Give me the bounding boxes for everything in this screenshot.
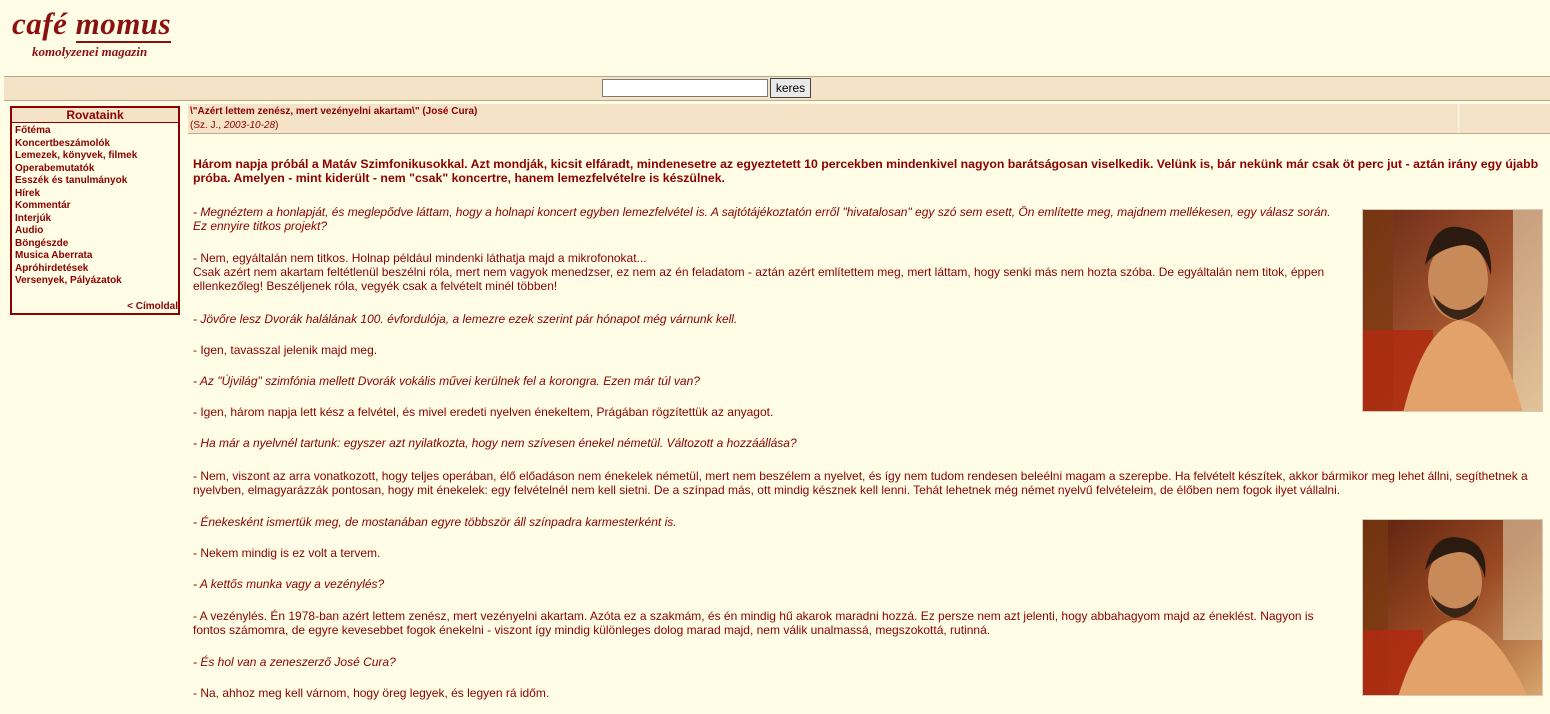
logo-title [12, 8, 171, 40]
paragraph-answer: - Igen, három napja lett kész a felvétel, és mivel eredeti nyelven énekeltem, Prágában rögzítettük az anyagot. [193, 405, 774, 419]
portrait-image [1363, 520, 1543, 696]
article-lead: Három napja próbál a Matáv Szimfonikusokkal. Azt mondják, kicsit elfáradt, mindenesetre az egyeztetett 10 percekben mindenkivel nagyon barátságosan viselkedik. Velünk is, bár nekünk már csak öt perc jut - aztán irány egy újabb próba. Amelyen - mint kiderült - nem "csak" koncertre, hanem lemezfelvételre is készülnek. [193, 157, 1539, 185]
sidebar-title: Rovataink [12, 108, 178, 123]
paragraph-question: - Ha már a nyelvnél tartunk: egyszer azt nyilatkozta, hogy nem szívesen énekel németül. Változott a hozzáállása? [193, 436, 797, 450]
byline-author: (Sz. J., [190, 120, 224, 131]
interview-photo-1 [1362, 209, 1543, 412]
sidebar-rovataink [10, 106, 180, 315]
paragraph-answer: - Nekem mindig is ez volt a tervem. [193, 546, 381, 560]
paragraph-answer: - A vezénylés. Én 1978-ban azért lettem zenész, mert vezényelni akartam. Azóta ez a szakmám, és én mindig hű akarok maradni hozzá. Ez persze nem azt jelenti, hogy abbahagyom majd az éneklést. Nagyon is fontos számomra, de egyre kevesebbet fogok énekelni - viszont így mindig különleges dolog marad majd, nem válik unalmassá, megszokottá, rutinná. [193, 609, 1314, 637]
sidebar-list [12, 123, 178, 288]
search-button[interactable]: keres [770, 78, 811, 98]
sidebar-item-bongeszde[interactable]: Böngészde [15, 237, 69, 249]
search-bar [4, 76, 1550, 101]
home-link[interactable]: < Címoldal [127, 301, 178, 312]
search-input[interactable] [602, 79, 768, 97]
byline-end: ) [275, 120, 279, 131]
logo-subtitle: komolyzenei magazin [32, 44, 148, 59]
byline-date: 2003-10-28 [223, 120, 276, 131]
logo-word-cafe: café [12, 6, 68, 41]
sidebar-item-fotema[interactable]: Főtéma [15, 125, 51, 136]
paragraph-question: - Az "Újvilág" szimfónia mellett Dvorák vokális művei kerülnek fel a korongra. Ezen már túl van? [193, 374, 700, 388]
sidebar-item-esszek[interactable]: Esszék és tanulmányok [15, 175, 128, 186]
paragraph-answer: - Nem, egyáltalán nem titkos. Holnap például mindenki láthatja majd a mikrofonokat... Csak azért nem akartam feltétlenül beszélni róla, mert nem vagyok menedzser, ez nem az én feladatom - aztán azért említettem meg, mert láttam, hogy senki más nem hozta szóba. De egyáltalán nem titok, éppen ellenkezőleg! Beszéljenek róla, vegyék csak a felvételt minél többen! [193, 251, 1325, 293]
sidebar-item-musica-aberrata[interactable]: Musica Aberrata [15, 250, 93, 261]
sidebar-item-hirek[interactable]: Hírek [15, 187, 41, 199]
site-logo[interactable] [12, 8, 171, 60]
sidebar-item-interjuk[interactable]: Interjúk [15, 212, 52, 224]
paragraph-question: - Énekesként ismertük meg, de mostanában egyre többször áll színpadra karmesterként is. [193, 515, 677, 529]
article-byline [190, 120, 278, 131]
sidebar-item-lemezek[interactable]: Lemezek, könyvek, filmek [15, 150, 138, 161]
paragraph-question: - És hol van a zeneszerző José Cura? [193, 655, 396, 669]
article-title: \"Azért lettem zenész, mert vezényelni akartam\" (José Cura) [190, 106, 478, 117]
sidebar-item-aprohirdetesek[interactable]: Apróhirdetések [15, 262, 89, 274]
paragraph-question: - Jövőre lesz Dvorák halálának 100. évfordulója, a lemezre ezek szerint pár hónapot még várnunk kell. [193, 312, 738, 326]
paragraph-answer: - Nem, viszont az arra vonatkozott, hogy teljes operában, élő előadáson nem énekelek németül, mert nem beszélem a nyelvet, és így nem tudom rendesen beleélni magam a szerepbe. Ha felvételt készítek, akkor bármikor meg lehet állni, segíthetnek a nyelvben, elmagyarázzák pontosan, hogy mit énekelek: egy felvételnél nem kell sietni. De a színpad más, ott mindig késznek kell lenni. Tehát lehetnek még német nyelvű felvételeim, de élőben nem fogok ilyet vállalni. [193, 469, 1528, 497]
logo-word-momus: momus [75, 6, 172, 41]
interview-photo-2 [1362, 519, 1543, 696]
header-divider [1458, 104, 1459, 133]
paragraph-answer: - Igen, tavasszal jelenik majd meg. [193, 343, 378, 357]
sidebar-item-operabemutatok[interactable]: Operabemutatók [15, 162, 95, 174]
paragraph-question: - A kettős munka vagy a vezénylés? [193, 577, 385, 591]
paragraph-answer: - Na, ahhoz meg kell várnom, hogy öreg legyek, és legyen rá időm. [193, 686, 550, 700]
sidebar-item-versenyek[interactable]: Versenyek, Pályázatok [15, 275, 122, 286]
article-header [188, 104, 1550, 134]
sidebar-item-kommentar[interactable]: Kommentár [15, 200, 71, 211]
paragraph-question: - Megnéztem a honlapját, és meglepődve láttam, hogy a holnapi koncert egyben lemezfelvétel is. A sajtótájékoztatón erről "hivatalosan" egy szó sem esett, Ön említette meg, majdnem mellékesen, egy válasz során. Ez ennyire titkos projekt? [193, 205, 1331, 233]
sidebar-item-audio[interactable]: Audio [15, 225, 44, 236]
portrait-image [1363, 210, 1543, 412]
sidebar-item-koncertbeszamolok[interactable]: Koncertbeszámolók [15, 137, 111, 149]
